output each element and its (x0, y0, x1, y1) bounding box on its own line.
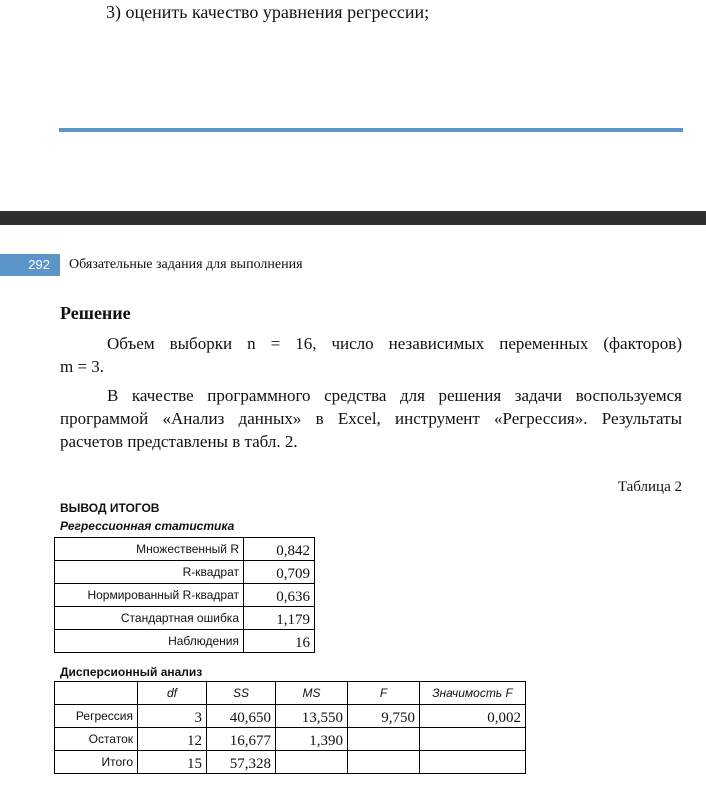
page-divider-rule (59, 128, 683, 132)
page-number: 292 (28, 257, 50, 272)
table-row (55, 751, 526, 774)
page-number-badge (0, 254, 60, 276)
stat-label: Множественный R (55, 538, 244, 561)
table-row (55, 728, 526, 751)
table-cell: 57,328 (207, 751, 276, 774)
table-cell: 1,390 (276, 728, 348, 751)
table-cell: 0,002 (420, 705, 526, 728)
paragraph-line: программой «Анализ данных» в Excel, инструмент «Регрессия». Результаты (60, 409, 682, 428)
top-list-item: 3) оценить качество уравнения регрессии; (106, 2, 430, 22)
paragraph-sample-size (60, 332, 682, 378)
paragraph-line: m = 3. (60, 357, 105, 376)
regression-stats-table (54, 537, 315, 653)
column-header: MS (276, 682, 348, 705)
table-row (55, 561, 315, 584)
paragraph-line: Объем выборки n = 16, число независимых переменных (факторов) (107, 334, 682, 353)
table-cell: 9,750 (348, 705, 420, 728)
paragraph-tool (60, 384, 682, 453)
stat-label: R-квадрат (55, 561, 244, 584)
stat-value: 0,636 (244, 584, 315, 607)
stat-value: 16 (244, 630, 315, 653)
column-header: df (138, 682, 207, 705)
table-row (55, 705, 526, 728)
stat-value: 0,709 (244, 561, 315, 584)
table-cell (276, 751, 348, 774)
row-label: Регрессия (55, 705, 138, 728)
stat-label: Стандартная ошибка (55, 607, 244, 630)
table-caption: Таблица 2 (617, 479, 682, 495)
output-title: ВЫВОД ИТОГОВ (60, 501, 160, 515)
table-cell: 40,650 (207, 705, 276, 728)
table-cell (420, 751, 526, 774)
table-row (55, 630, 315, 653)
stat-label: Нормированный R-квадрат (55, 584, 244, 607)
stat-value: 0,842 (244, 538, 315, 561)
regression-stats-title: Регрессионная статистика (60, 519, 235, 533)
column-header: Значимость F (420, 682, 526, 705)
table-cell: 16,677 (207, 728, 276, 751)
paragraph-line: В качестве программного средства для решения задачи воспользуемся (107, 386, 682, 405)
table-cell: 13,550 (276, 705, 348, 728)
table-cell: 15 (138, 751, 207, 774)
column-header: F (348, 682, 420, 705)
table-cell (348, 728, 420, 751)
column-header: SS (207, 682, 276, 705)
stat-label: Наблюдения (55, 630, 244, 653)
table-cell: 12 (138, 728, 207, 751)
table-row (55, 584, 315, 607)
table-row (55, 538, 315, 561)
stat-value: 1,179 (244, 607, 315, 630)
row-label: Остаток (55, 728, 138, 751)
page-break-band (0, 211, 706, 225)
anova-table (54, 681, 526, 774)
anova-title: Дисперсионный анализ (60, 665, 203, 679)
section-heading: Решение (60, 303, 131, 323)
table-cell: 3 (138, 705, 207, 728)
paragraph-line: расчетов представлены в табл. 2. (60, 432, 298, 451)
table-header-row (55, 682, 526, 705)
column-header (55, 682, 138, 705)
table-cell (420, 728, 526, 751)
table-cell (348, 751, 420, 774)
running-head: Обязательные задания для выполнения (69, 257, 303, 272)
row-label: Итого (55, 751, 138, 774)
table-row (55, 607, 315, 630)
